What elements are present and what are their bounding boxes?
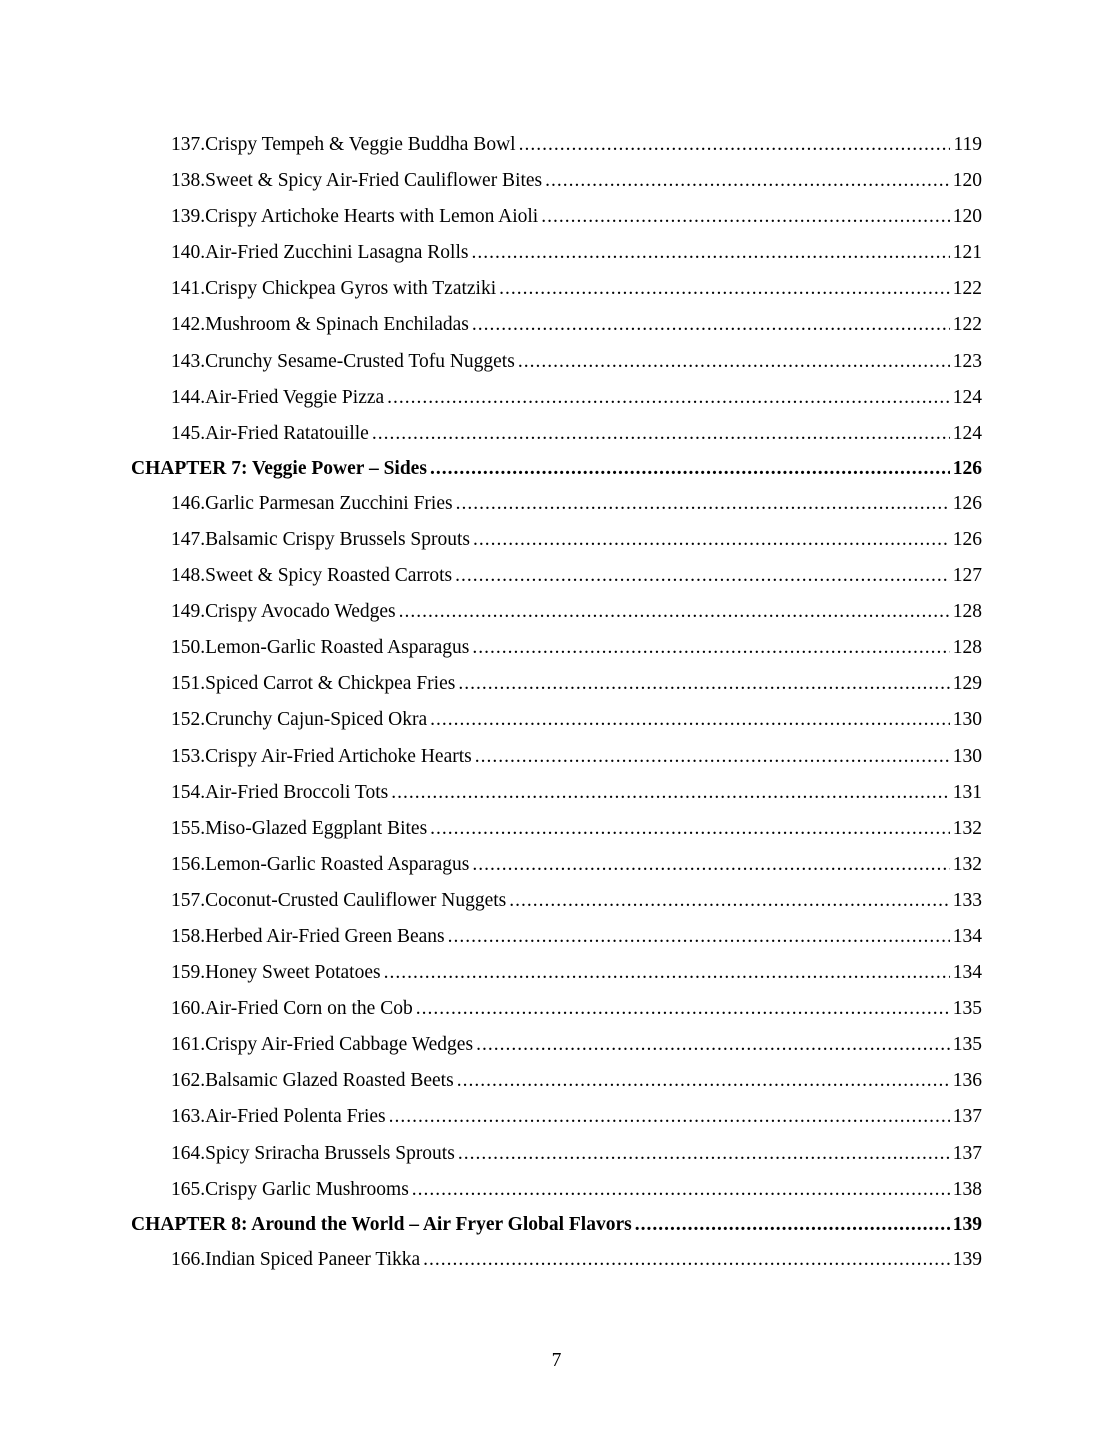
toc-entry-page: 139	[952, 1213, 982, 1235]
dot-leader	[472, 307, 950, 343]
toc-entry-page: 122	[952, 314, 982, 336]
toc-entry-title: Crispy Air-Fried Artichoke Hearts	[205, 745, 472, 767]
dot-leader	[412, 1172, 950, 1208]
toc-entry-title: CHAPTER 7: Veggie Power – Sides	[131, 457, 427, 479]
toc-entry-page: 130	[952, 745, 982, 767]
toc-entry-number: 154.	[171, 781, 206, 803]
toc-recipe-entry[interactable]	[131, 739, 982, 775]
dot-leader	[391, 775, 950, 811]
toc-entry-title: Crispy Chickpea Gyros with Tzatziki	[205, 278, 497, 300]
toc-entry-page: 127	[952, 565, 982, 587]
toc-entry-title: Crispy Artichoke Hearts with Lemon Aioli	[205, 206, 539, 228]
toc-entry-title: Air-Fried Ratatouille	[205, 422, 369, 444]
toc-entry-page: 130	[952, 709, 982, 731]
toc-entry-page: 137	[952, 1106, 982, 1128]
toc-recipe-entry[interactable]	[131, 416, 982, 452]
toc-entry-title: Honey Sweet Potatoes	[205, 962, 381, 984]
dot-leader	[372, 416, 950, 452]
toc-entry-page: 119	[953, 134, 982, 155]
toc-entry-number: 156.	[171, 853, 206, 875]
toc-entry-title: Crispy Air-Fried Cabbage Wedges	[205, 1034, 474, 1056]
toc-entry-title: Coconut-Crusted Cauliflower Nuggets	[205, 889, 507, 911]
toc-entry-number: 162.	[171, 1070, 206, 1092]
toc-recipe-entry[interactable]	[131, 1172, 982, 1208]
toc-entry-page: 132	[952, 817, 982, 839]
toc-recipe-entry[interactable]	[131, 883, 982, 919]
table-of-contents	[131, 127, 982, 1278]
toc-entry-number: 139.	[171, 206, 206, 228]
toc-recipe-entry[interactable]	[131, 271, 982, 307]
dot-leader	[458, 666, 949, 702]
dot-leader	[545, 163, 950, 199]
toc-recipe-entry[interactable]	[131, 1063, 982, 1099]
toc-entry-number: 142.	[171, 314, 206, 336]
dot-leader	[476, 1027, 950, 1063]
toc-entry-number: 164.	[171, 1142, 206, 1164]
toc-entry-title: Crispy Garlic Mushrooms	[205, 1178, 409, 1200]
toc-recipe-entry[interactable]	[131, 919, 982, 955]
toc-recipe-entry[interactable]	[131, 630, 982, 666]
toc-entry-number: 137.	[171, 134, 206, 155]
toc-entry-page: 120	[952, 170, 982, 192]
toc-recipe-entry[interactable]	[131, 847, 982, 883]
toc-entry-page: 137	[952, 1142, 982, 1164]
toc-entry-title: CHAPTER 8: Around the World – Air Fryer Global Flavors	[131, 1213, 632, 1235]
toc-recipe-entry[interactable]	[131, 235, 982, 271]
dot-leader	[541, 199, 950, 235]
toc-entry-number: 157.	[171, 889, 206, 911]
toc-entry-page: 135	[952, 1034, 982, 1056]
toc-entry-title: Crunchy Cajun-Spiced Okra	[205, 709, 428, 731]
toc-entry-title: Crispy Avocado Wedges	[205, 601, 396, 623]
toc-entry-title: Air-Fried Broccoli Tots	[205, 781, 389, 803]
toc-entry-page: 135	[952, 998, 982, 1020]
toc-entry-page: 123	[952, 350, 982, 372]
toc-recipe-entry[interactable]	[131, 1136, 982, 1172]
toc-recipe-entry[interactable]	[131, 811, 982, 847]
dot-leader	[423, 1242, 950, 1278]
toc-recipe-entry[interactable]	[131, 344, 982, 380]
dot-leader	[456, 486, 950, 522]
toc-entry-number: 149.	[171, 601, 206, 623]
toc-entry-title: Air-Fried Corn on the Cob	[205, 998, 413, 1020]
toc-entry-title: Lemon-Garlic Roasted Asparagus	[205, 637, 470, 659]
page-number: 7	[551, 1350, 562, 1371]
toc-entry-number: 161.	[171, 1034, 206, 1056]
toc-recipe-entry[interactable]	[131, 522, 982, 558]
toc-entry-title: Miso-Glazed Eggplant Bites	[205, 817, 428, 839]
toc-recipe-entry[interactable]	[131, 127, 982, 163]
toc-entry-title: Sweet & Spicy Air-Fried Cauliflower Bites	[205, 170, 543, 192]
toc-entry-title: Sweet & Spicy Roasted Carrots	[205, 565, 453, 587]
dot-leader	[455, 558, 950, 594]
toc-recipe-entry[interactable]	[131, 199, 982, 235]
toc-entry-page: 134	[952, 962, 982, 984]
toc-entry-title: Lemon-Garlic Roasted Asparagus	[205, 853, 470, 875]
toc-entry-number: 148.	[171, 565, 206, 587]
toc-entry-page: 126	[952, 492, 982, 514]
dot-leader	[475, 739, 950, 775]
toc-entry-number: 166.	[171, 1248, 206, 1270]
dot-leader	[472, 847, 949, 883]
dot-leader	[387, 380, 950, 416]
toc-entry-title: Mushroom & Spinach Enchiladas	[205, 314, 469, 336]
toc-entry-title: Garlic Parmesan Zucchini Fries	[205, 492, 453, 514]
toc-entry-page: 132	[952, 853, 982, 875]
dot-leader	[416, 991, 950, 1027]
toc-entry-page: 128	[952, 601, 982, 623]
toc-recipe-entry[interactable]	[131, 702, 982, 738]
dot-leader	[635, 1208, 950, 1242]
toc-recipe-entry[interactable]	[131, 666, 982, 702]
toc-entry-page: 136	[952, 1070, 982, 1092]
toc-entry-number: 160.	[171, 998, 206, 1020]
toc-recipe-entry[interactable]	[131, 594, 982, 630]
toc-entry-number: 146.	[171, 492, 206, 514]
dot-leader	[448, 919, 950, 955]
toc-recipe-entry[interactable]	[131, 380, 982, 416]
toc-entry-page: 126	[952, 528, 982, 550]
toc-entry-number: 159.	[171, 962, 206, 984]
toc-entry-number: 155.	[171, 817, 206, 839]
toc-recipe-entry[interactable]	[131, 163, 982, 199]
toc-entry-title: Air-Fried Polenta Fries	[205, 1106, 386, 1128]
dot-leader	[473, 522, 950, 558]
toc-entry-title: Balsamic Glazed Roasted Beets	[205, 1070, 454, 1092]
toc-entry-page: 128	[952, 637, 982, 659]
toc-entry-title: Spicy Sriracha Brussels Sprouts	[205, 1142, 455, 1164]
toc-recipe-entry[interactable]	[131, 991, 982, 1027]
toc-entry-number: 158.	[171, 925, 206, 947]
toc-entry-page: 122	[952, 278, 982, 300]
toc-recipe-entry[interactable]	[131, 486, 982, 522]
toc-recipe-entry[interactable]	[131, 955, 982, 991]
dot-leader	[499, 271, 950, 307]
toc-entry-number: 141.	[171, 278, 206, 300]
toc-entry-title: Air-Fried Zucchini Lasagna Rolls	[205, 242, 469, 264]
toc-entry-title: Air-Fried Veggie Pizza	[205, 386, 385, 408]
dot-leader	[430, 811, 950, 847]
toc-entry-title: Crispy Tempeh & Veggie Buddha Bowl	[205, 134, 516, 155]
toc-entry-number: 147.	[171, 528, 206, 550]
toc-entry-number: 140.	[171, 242, 206, 264]
toc-entry-number: 150.	[171, 637, 206, 659]
toc-entry-page: 133	[952, 889, 982, 911]
toc-entry-page: 121	[952, 242, 982, 264]
toc-entry-page: 126	[952, 457, 982, 479]
dot-leader	[472, 630, 949, 666]
toc-entry-number: 153.	[171, 745, 206, 767]
toc-entry-page: 129	[952, 673, 982, 695]
toc-chapter-entry[interactable]	[131, 1208, 982, 1242]
toc-entry-number: 151.	[171, 673, 206, 695]
dot-leader	[430, 702, 950, 738]
toc-recipe-entry[interactable]	[131, 1027, 982, 1063]
toc-entry-page: 124	[952, 386, 982, 408]
dot-leader	[389, 1099, 950, 1135]
dot-leader	[384, 955, 950, 991]
toc-entry-number: 144.	[171, 386, 206, 408]
dot-leader	[457, 1063, 950, 1099]
toc-recipe-entry[interactable]	[131, 1099, 982, 1135]
toc-entry-page: 139	[952, 1248, 982, 1270]
dot-leader	[399, 594, 950, 630]
toc-entry-number: 145.	[171, 422, 206, 444]
toc-chapter-entry[interactable]	[131, 452, 982, 486]
dot-leader	[458, 1136, 950, 1172]
toc-entry-number: 138.	[171, 170, 206, 192]
toc-recipe-entry[interactable]	[131, 558, 982, 594]
toc-entry-number: 143.	[171, 350, 206, 372]
toc-entry-title: Indian Spiced Paneer Tikka	[205, 1248, 421, 1270]
toc-entry-page: 138	[952, 1178, 982, 1200]
toc-entry-page: 124	[952, 422, 982, 444]
toc-entry-title: Crunchy Sesame-Crusted Tofu Nuggets	[205, 350, 515, 372]
dot-leader	[430, 452, 950, 486]
toc-entry-title: Balsamic Crispy Brussels Sprouts	[205, 528, 471, 550]
toc-entry-title: Spiced Carrot & Chickpea Fries	[205, 673, 456, 695]
dot-leader	[509, 883, 950, 919]
toc-entry-page: 131	[952, 781, 982, 803]
toc-entry-page: 120	[952, 206, 982, 228]
toc-recipe-entry[interactable]	[131, 307, 982, 343]
toc-entry-number: 165.	[171, 1178, 206, 1200]
toc-recipe-entry[interactable]	[131, 1242, 982, 1278]
dot-leader	[519, 127, 951, 163]
toc-entry-number: 152.	[171, 709, 206, 731]
toc-recipe-entry[interactable]	[131, 775, 982, 811]
dot-leader	[518, 344, 950, 380]
toc-entry-title: Herbed Air-Fried Green Beans	[205, 925, 445, 947]
toc-entry-number: 163.	[171, 1106, 206, 1128]
toc-entry-page: 134	[952, 925, 982, 947]
dot-leader	[471, 235, 949, 271]
